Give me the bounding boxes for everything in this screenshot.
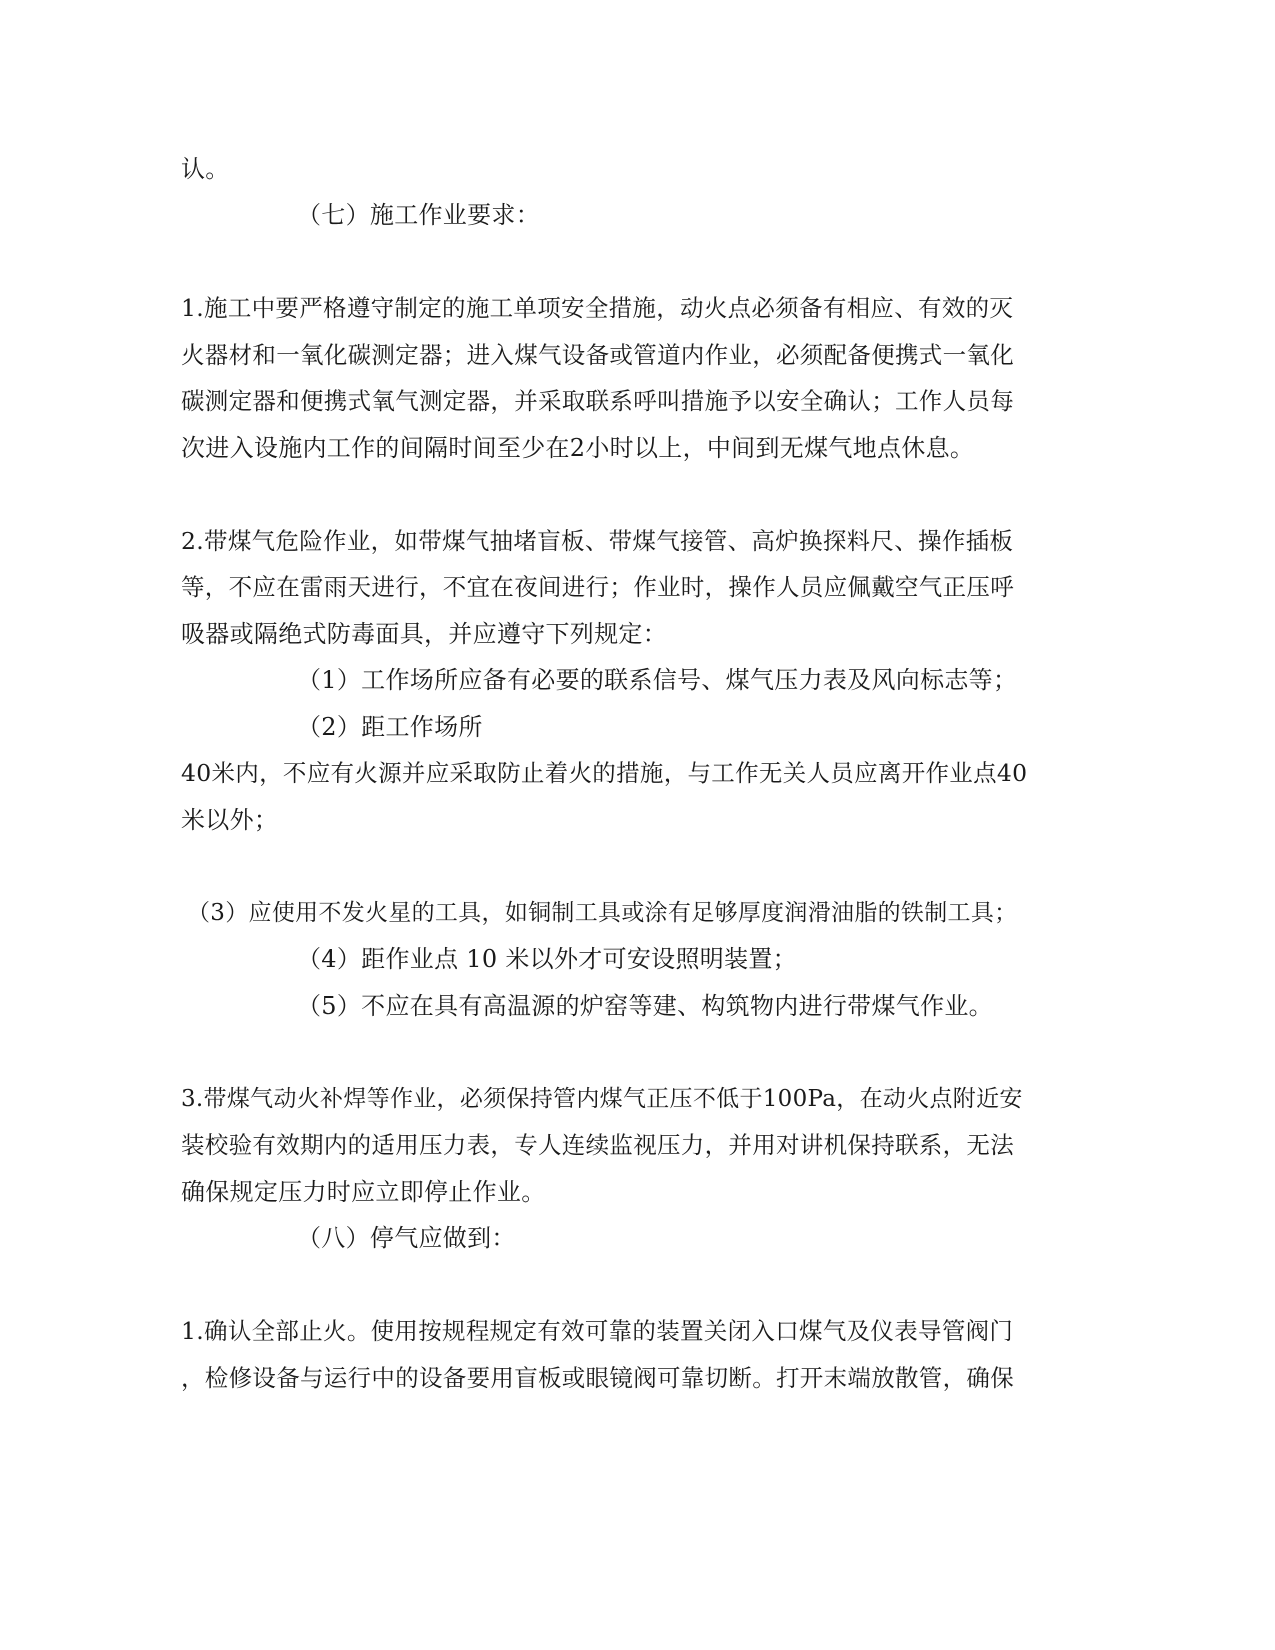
text-line: 3.带煤气动火补焊等作业，必须保持管内煤气正压不低于100Pa，在动火点附近安 xyxy=(181,1086,1023,1112)
text-line: 米以外； xyxy=(181,806,279,834)
text-line: 2.带煤气危险作业，如带煤气抽堵盲板、带煤气接管、高炉换探料尺、操作插板 xyxy=(181,527,1014,555)
text-line: 碳测定器和便携式氧气测定器，并采取联系呼叫措施予以安全确认；工作人员每 xyxy=(181,387,1014,415)
sub-item-2: （2）距工作场所 xyxy=(297,713,483,741)
sub-item-1: （1）工作场所应备有必要的联系信号、煤气压力表及风向标志等； xyxy=(297,666,1018,694)
sub-item-3: （3）应使用不发火星的工具，如铜制工具或涂有足够厚度润滑油脂的铁制工具； xyxy=(187,900,1018,926)
text-line: ，检修设备与运行中的设备要用盲板或眼镜阀可靠切断。打开末端放散管，确保 xyxy=(181,1364,1014,1392)
text-line: 火器材和一氧化碳测定器；进入煤气设备或管道内作业，必须配备便携式一氧化 xyxy=(181,341,1014,369)
section-heading-8: （八）停气应做到： xyxy=(297,1224,516,1252)
text-line: 装校验有效期内的适用压力表，专人连续监视压力，并用对讲机保持联系，无法 xyxy=(181,1131,1014,1159)
text-line: 吸器或隔绝式防毒面具，并应遵守下列规定： xyxy=(181,620,667,648)
text-line: 认。 xyxy=(181,155,230,183)
sub-item-5: （5）不应在具有高温源的炉窑等建、构筑物内进行带煤气作业。 xyxy=(297,992,993,1020)
text-line: 确保规定压力时应立即停止作业。 xyxy=(181,1178,546,1206)
section-heading-7: （七）施工作业要求： xyxy=(297,201,540,229)
text-line: 1.确认全部止火。使用按规程规定有效可靠的装置关闭入口煤气及仪表导管阀门 xyxy=(181,1317,1014,1345)
text-line: 1.施工中要严格遵守制定的施工单项安全措施，动火点必须备有相应、有效的灭 xyxy=(181,294,1014,322)
sub-item-4: （4）距作业点 10 米以外才可安设照明装置； xyxy=(297,945,797,973)
text-line: 等，不应在雷雨天进行，不宜在夜间进行；作业时，操作人员应佩戴空气正压呼 xyxy=(181,573,1014,601)
text-line: 40米内，不应有火源并应采取防止着火的措施，与工作无关人员应离开作业点40 xyxy=(181,759,1028,787)
text-line: 次进入设施内工作的间隔时间至少在2小时以上，中间到无煤气地点休息。 xyxy=(181,434,975,462)
